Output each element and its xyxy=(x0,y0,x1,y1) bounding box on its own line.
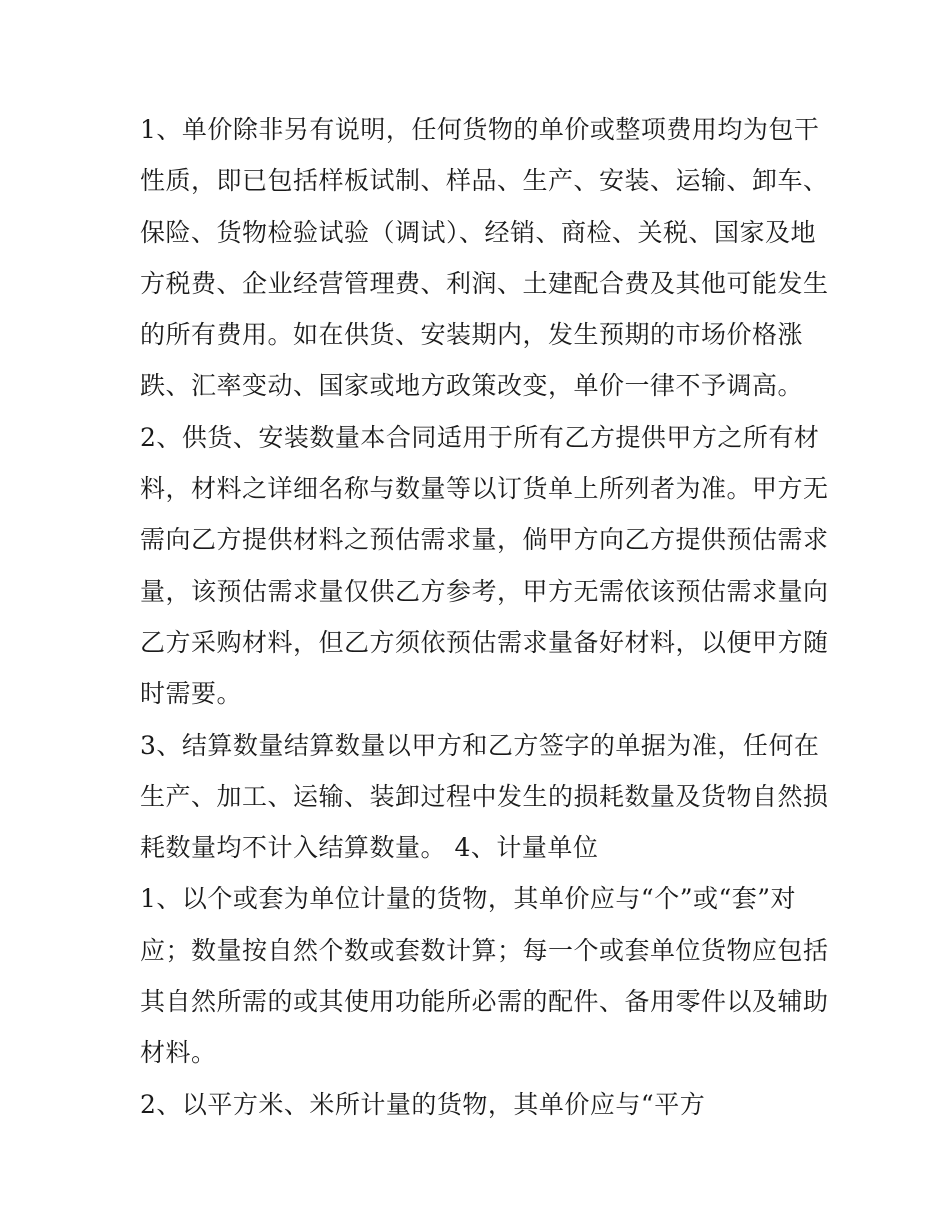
text-line: 1、以个或套为单位计量的货物，其单价应与“个”或“套”对 xyxy=(140,884,797,914)
text-line: 应；数量按自然个数或套数计算；每一个或套单位货物应包括 xyxy=(140,935,829,965)
text-line: 量，该预估需求量仅供乙方参考，甲方无需依该预估需求量向 xyxy=(140,576,829,606)
text-line: 性质，即已包括样板试制、样品、生产、安装、运输、卸车、 xyxy=(140,166,829,196)
text-line: 方税费、企业经营管理费、利润、土建配合费及其他可能发生 xyxy=(140,268,829,298)
text-line: 2、以平方米、米所计量的货物，其单价应与“平方 xyxy=(140,1089,706,1119)
text-line: 需向乙方提供材料之预估需求量，倘甲方向乙方提供预估需求 xyxy=(140,525,829,555)
text-line: 生产、加工、运输、装卸过程中发生的损耗数量及货物自然损 xyxy=(140,781,829,811)
text-line: 耗数量均不计入结算数量。 4、计量单位 xyxy=(140,833,599,863)
text-line: 跌、汇率变动、国家或地方政策改变，单价一律不予调高。 xyxy=(140,371,804,401)
text-line: 乙方采购材料，但乙方须依预估需求量备好材料，以便甲方随 xyxy=(140,627,829,657)
text-line: 3、结算数量结算数量以甲方和乙方签字的单据为准，任何在 xyxy=(140,730,820,760)
text-line: 保险、货物检验试验（调试）、经销、商检、关税、国家及地 xyxy=(140,217,817,247)
text-line: 的所有费用。如在供货、安装期内，发生预期的市场价格涨 xyxy=(140,320,804,350)
text-line: 材料。 xyxy=(140,1038,217,1068)
text-line: 其自然所需的或其使用功能所必需的配件、备用零件以及辅助 xyxy=(140,987,829,1017)
text-line: 料，材料之详细名称与数量等以订货单上所列者为准。甲方无 xyxy=(140,474,829,504)
text-line: 时需要。 xyxy=(140,679,243,709)
text-line: 2、供货、安装数量本合同适用于所有乙方提供甲方之所有材 xyxy=(140,422,820,452)
document-body xyxy=(140,104,829,1130)
text-line: 1、单价除非另有说明，任何货物的单价或整项费用均为包干 xyxy=(140,115,820,144)
